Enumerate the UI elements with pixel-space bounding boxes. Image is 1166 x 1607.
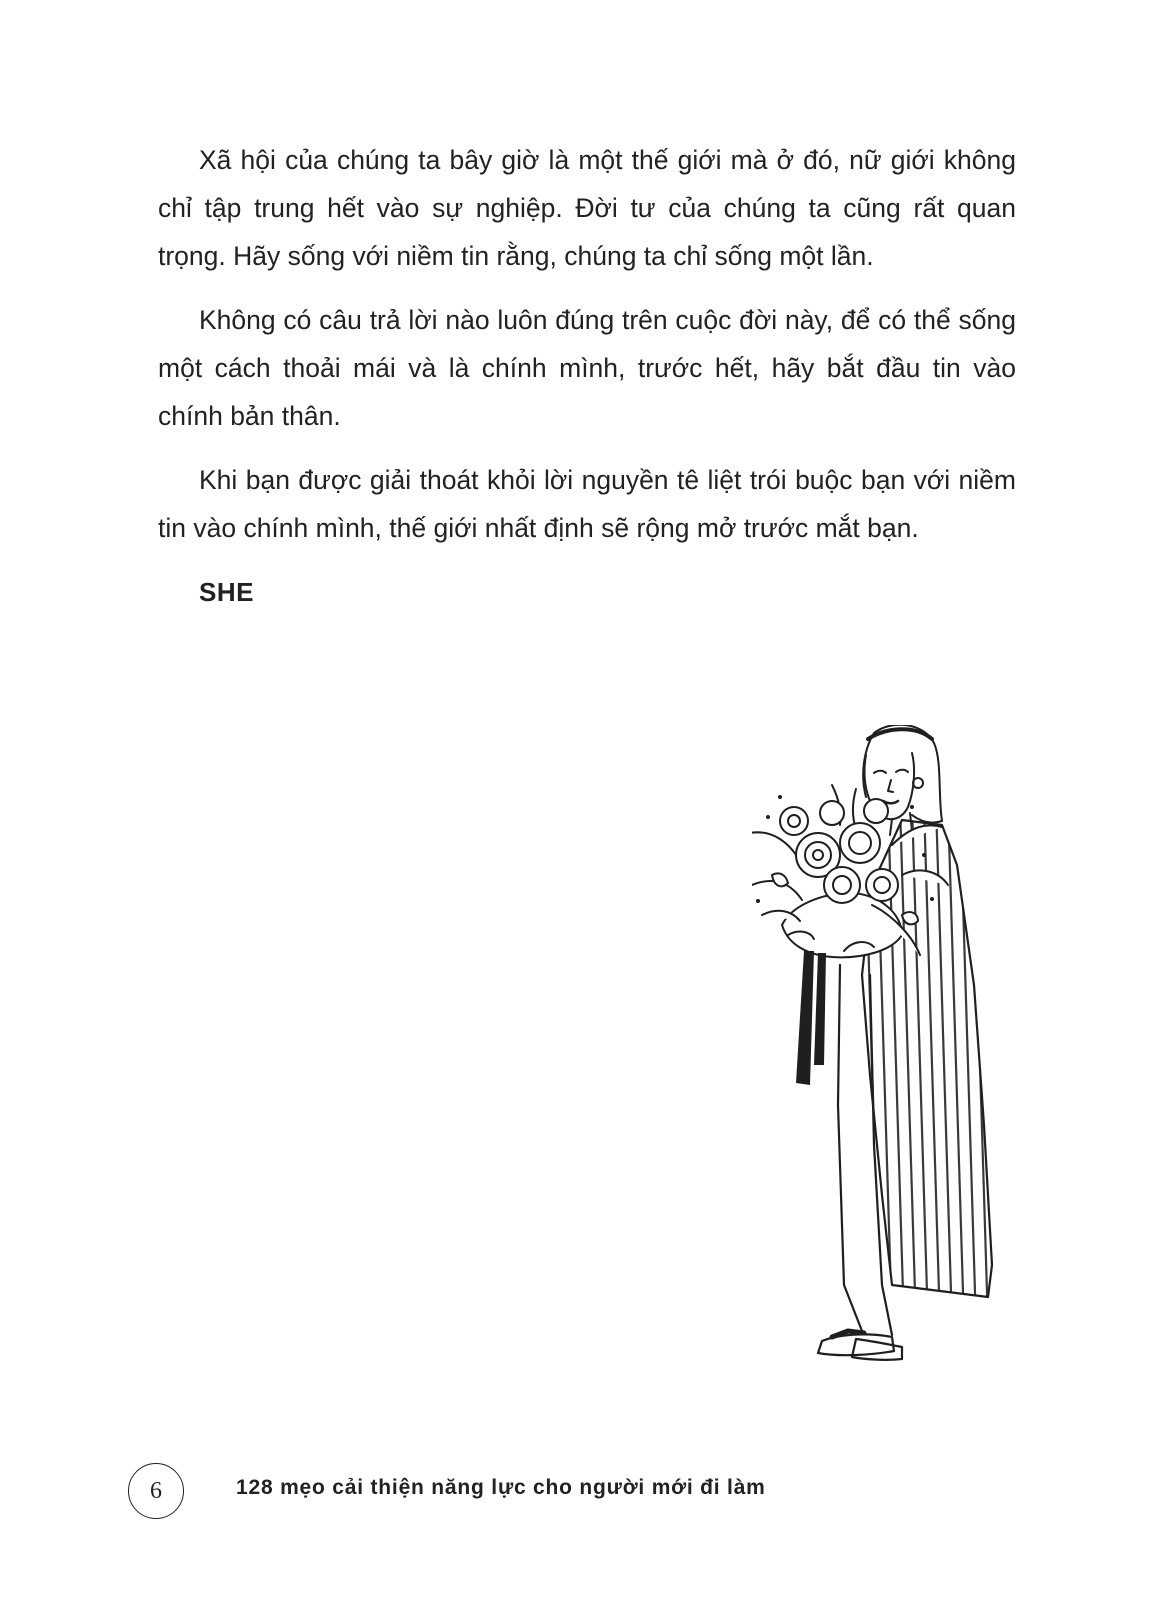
author-signature: SHE	[199, 577, 254, 607]
running-book-title: 128 mẹo cải thiện năng lực cho người mới đi làm	[236, 1476, 766, 1499]
body-text	[158, 136, 1016, 616]
page-number: 6	[150, 1477, 162, 1504]
paragraph-1: Xã hội của chúng ta bây giờ là một thế giới mà ở đó, nữ giới không chỉ tập trung hết vào sự nghiệp. Đời tư của chúng ta cũng rất quan trọng. Hãy sống với niềm tin rằng, chúng ta chỉ sống một lần.	[158, 145, 1016, 271]
page-footer	[128, 1463, 1028, 1523]
paragraph-2: Không có câu trả lời nào luôn đúng trên cuộc đời này, để có thể sống một cách thoải mái và là chính mình, trước hết, hãy bắt đầu tin vào chính bản thân.	[158, 305, 1016, 431]
page-number-badge	[128, 1463, 184, 1519]
paragraph-3: Khi bạn được giải thoát khỏi lời nguyền tê liệt trói buộc bạn với niềm tin vào chính mình, thế giới nhất định sẽ rộng mở trước mắt bạn.	[158, 465, 1016, 543]
woman-holding-flowers-illustration	[752, 725, 1032, 1405]
illustration-drawing	[752, 725, 1032, 1405]
